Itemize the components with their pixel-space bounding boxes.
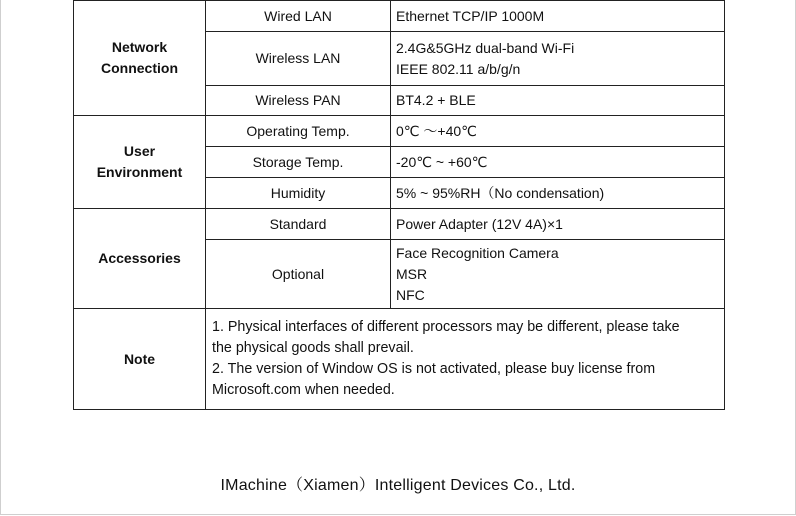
category-accessories: Accessories	[74, 209, 206, 309]
category-network-connection: Network Connection	[74, 1, 206, 116]
value-humidity: 5% ~ 95%RH（No condensation)	[391, 178, 725, 209]
category-user-environment: User Environment	[74, 116, 206, 209]
value-wireless-lan: 2.4G&5GHz dual-band Wi-Fi IEEE 802.11 a/b/g/n	[391, 32, 725, 86]
spec-table	[73, 0, 725, 410]
value-standard: Power Adapter (12V 4A)×1	[391, 209, 725, 240]
item-wireless-lan: Wireless LAN	[206, 32, 391, 86]
value-optional: Face Recognition Camera MSR NFC	[391, 240, 725, 309]
note-text: 1. Physical interfaces of different processors may be different, please take the physical goods shall prevail. 2. The version of Window OS is not activated, please buy license from Microsoft.com when needed.	[206, 309, 725, 410]
item-standard: Standard	[206, 209, 391, 240]
item-humidity: Humidity	[206, 178, 391, 209]
item-storage-temp: Storage Temp.	[206, 147, 391, 178]
table-row-operating-temp	[74, 116, 725, 147]
item-optional: Optional	[206, 240, 391, 309]
value-wired-lan: Ethernet TCP/IP 1000M	[391, 1, 725, 32]
item-wired-lan: Wired LAN	[206, 1, 391, 32]
category-note: Note	[74, 309, 206, 410]
value-operating-temp: 0℃ ～+40℃	[391, 116, 725, 147]
table-row-note	[74, 309, 725, 410]
footer-company-name: IMachine（Xiamen）Intelligent Devices Co., Ltd.	[220, 477, 576, 494]
item-wireless-pan: Wireless PAN	[206, 86, 391, 116]
table-row-wired-lan	[74, 1, 725, 32]
table-row-standard	[74, 209, 725, 240]
item-operating-temp: Operating Temp.	[206, 116, 391, 147]
value-storage-temp: -20℃ ~ +60℃	[391, 147, 725, 178]
value-wireless-pan: BT4.2 + BLE	[391, 86, 725, 116]
